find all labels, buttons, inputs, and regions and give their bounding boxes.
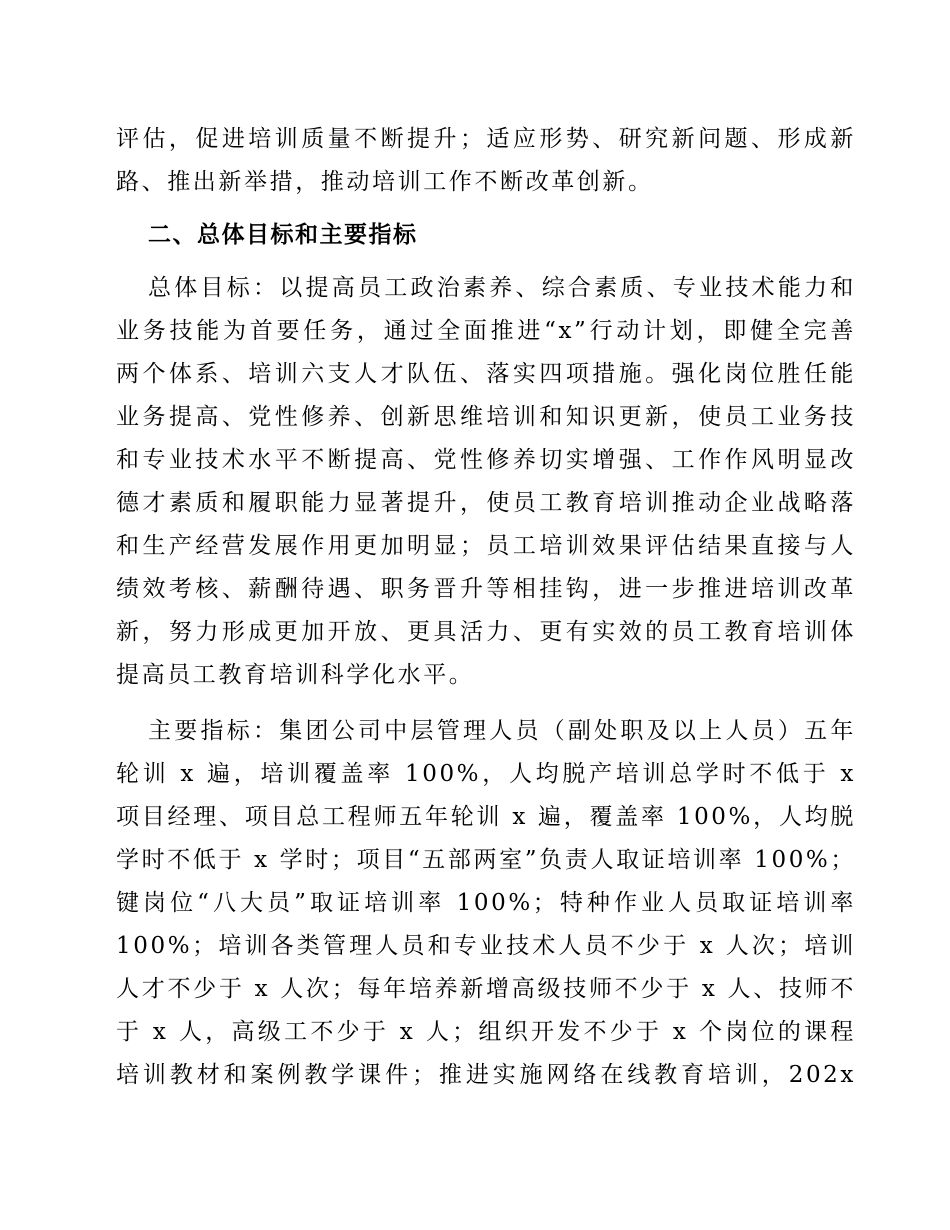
text-line: 绩效考核、薪酬待遇、职务晋升等相挂钩，进一步推进培训改革 xyxy=(116,576,856,602)
text-line: 新，努力形成更加开放、更具活力、更有实效的员工教育培训体 xyxy=(116,619,856,645)
section-heading: 二、总体目标和主要指标 xyxy=(148,222,418,248)
text-line: 项目经理、项目总工程师五年轮训 x 遍，覆盖率 100%，人均脱 xyxy=(116,804,856,830)
text-line: 评估，促进培训质量不断提升；适应形势、研究新问题、形成新 xyxy=(116,126,856,152)
text-line: 学时不低于 x 学时；项目“五部两室”负责人取证培训率 100%； xyxy=(116,847,856,873)
text-line: 和生产经营发展作用更加明显；员工培训效果评估结果直接与人 xyxy=(116,533,856,559)
text-line: 两个体系、培训六支人才队伍、落实四项措施。强化岗位胜任能 xyxy=(116,361,856,387)
text-line: 轮训 x 遍，培训覆盖率 100%，人均脱产培训总学时不低于 x xyxy=(116,761,856,787)
text-line: 总体目标：以提高员工政治素养、综合素质、专业技术能力和 xyxy=(148,275,856,301)
text-line: 和专业技术水平不断提高、党性修养切实增强、工作作风明显改 xyxy=(116,447,856,473)
text-line: 培训教材和案例教学课件；推进实施网络在线教育培训，202x xyxy=(116,1062,856,1088)
text-line: 业务技能为首要任务，通过全面推进“x”行动计划，即健全完善 xyxy=(116,318,856,344)
text-line: 提高员工教育培训科学化水平。 xyxy=(116,662,475,688)
text-line: 主要指标：集团公司中层管理人员（副处职及以上人员）五年 xyxy=(148,718,856,744)
text-line: 人才不少于 x 人次；每年培养新增高级技师不少于 x 人、技师不 xyxy=(116,976,856,1002)
text-line: 德才素质和履职能力显著提升，使员工教育培训推动企业战略落 xyxy=(116,490,856,516)
text-line: 路、推出新举措，推动培训工作不断改革创新。 xyxy=(116,169,654,195)
text-line: 于 x 人，高级工不少于 x 人；组织开发不少于 x 个岗位的课程 xyxy=(116,1019,856,1045)
text-line: 业务提高、党性修养、创新思维培训和知识更新，使员工业务技 xyxy=(116,404,856,430)
text-line: 100%；培训各类管理人员和专业技术人员不少于 x 人次；培训 xyxy=(116,933,856,959)
text-line: 键岗位“八大员”取证培训率 100%；特种作业人员取证培训率 xyxy=(116,890,856,916)
